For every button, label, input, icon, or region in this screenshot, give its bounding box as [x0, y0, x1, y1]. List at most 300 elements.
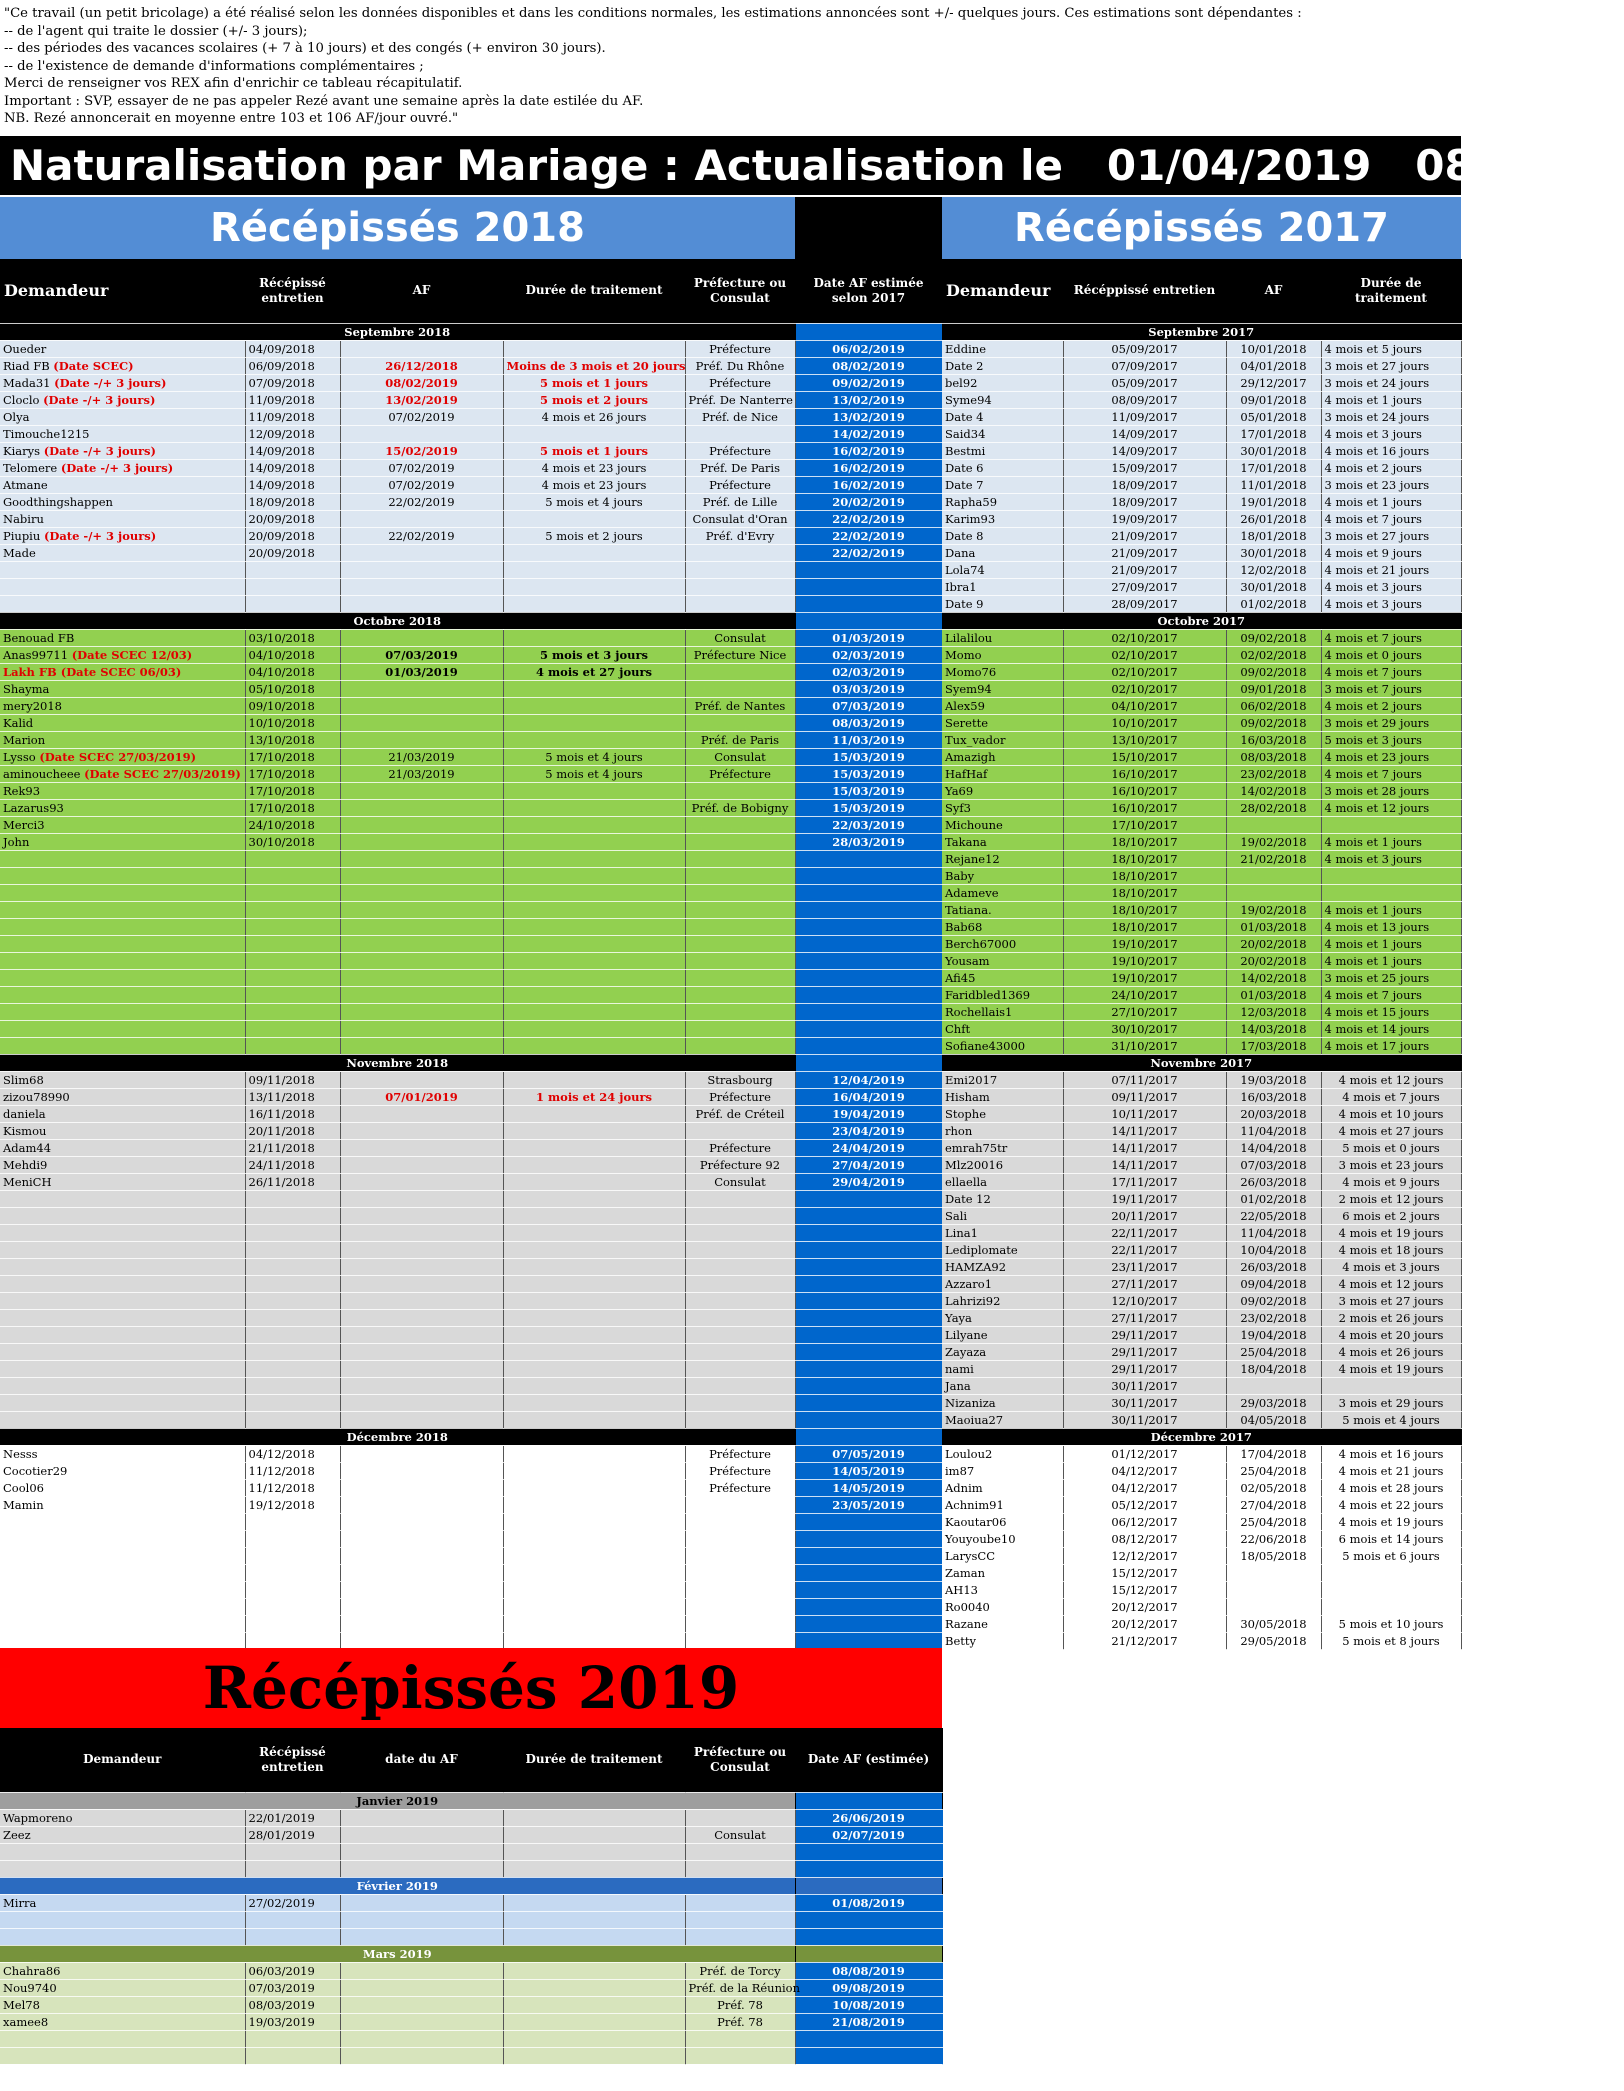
af-date — [1226, 1377, 1321, 1394]
prefecture — [685, 969, 795, 986]
table-row — [942, 425, 1461, 442]
estimated-af-date: 20/02/2019 — [795, 493, 942, 510]
duration — [1321, 884, 1461, 901]
duration — [503, 969, 685, 986]
name-cell — [0, 697, 245, 714]
name-cell — [0, 782, 245, 799]
applicant-name: Stophe — [942, 1105, 1063, 1122]
estimated-af-date — [795, 1020, 942, 1037]
prefecture: Préf. d'Evry — [685, 527, 795, 544]
estimated-af-date — [795, 1207, 942, 1224]
name-cell — [0, 1071, 245, 1088]
receipt-date: 31/10/2017 — [1063, 1037, 1226, 1054]
duration — [503, 2030, 685, 2047]
estimated-af-date — [795, 1360, 942, 1377]
applicant-name: Syem94 — [942, 680, 1063, 697]
af-date — [340, 1996, 503, 2013]
table-row — [942, 1241, 1461, 1258]
prefecture — [685, 1581, 795, 1598]
duration: 5 mois et 0 jours — [1321, 1139, 1461, 1156]
duration — [503, 629, 685, 646]
receipt-date: 17/10/2018 — [245, 799, 340, 816]
estimated-af-date: 23/04/2019 — [795, 1122, 942, 1139]
applicant-name — [0, 1911, 245, 1928]
table-row — [0, 1479, 942, 1496]
month-row — [0, 323, 942, 340]
af-date — [340, 1326, 503, 1343]
receipt-date: 14/09/2018 — [245, 442, 340, 459]
receipt-date: 07/03/2019 — [245, 1979, 340, 1996]
duration — [503, 1020, 685, 1037]
estimated-af-date: 15/03/2019 — [795, 782, 942, 799]
af-date: 19/02/2018 — [1226, 901, 1321, 918]
estimated-af-date — [795, 969, 942, 986]
applicant-name: Date 12 — [942, 1190, 1063, 1207]
receipt-date: 14/09/2017 — [1063, 425, 1226, 442]
prefecture — [685, 578, 795, 595]
estimated-af-date: 08/08/2019 — [795, 1962, 942, 1979]
estimated-af-date: 14/02/2019 — [795, 425, 942, 442]
applicant-name: Atmane — [3, 477, 48, 492]
receipt-date: 16/10/2017 — [1063, 782, 1226, 799]
af-date — [340, 833, 503, 850]
table-row — [942, 1598, 1461, 1615]
applicant-name: Cool06 — [3, 1480, 44, 1495]
name-cell — [0, 1275, 245, 1292]
table-row — [0, 544, 942, 561]
receipt-date — [245, 935, 340, 952]
column-header: Récépissé entretien — [245, 259, 340, 323]
duration — [503, 1156, 685, 1173]
af-date: 21/02/2018 — [1226, 850, 1321, 867]
receipt-date — [245, 1343, 340, 1360]
af-date — [340, 1496, 503, 1513]
applicant-name: Nou9740 — [0, 1979, 245, 1996]
table-row — [0, 1564, 942, 1581]
table-row — [942, 408, 1461, 425]
af-date — [340, 561, 503, 578]
estimated-af-date — [795, 1928, 942, 1945]
estimated-af-date: 09/02/2019 — [795, 374, 942, 391]
af-date: 14/02/2018 — [1226, 782, 1321, 799]
table-row — [942, 1071, 1461, 1088]
applicant-name: Adam44 — [3, 1140, 52, 1155]
name-cell — [0, 1496, 245, 1513]
duration: 4 mois et 1 jours — [1321, 935, 1461, 952]
receipt-date — [245, 1598, 340, 1615]
af-date: 21/03/2019 — [340, 765, 503, 782]
receipt-date: 28/01/2019 — [245, 1826, 340, 1843]
af-date — [340, 731, 503, 748]
duration — [503, 1564, 685, 1581]
name-cell — [0, 1156, 245, 1173]
table-row — [942, 918, 1461, 935]
receipt-date — [245, 918, 340, 935]
duration — [503, 2013, 685, 2030]
prefecture: Préf. De Paris — [685, 459, 795, 476]
receipt-date — [245, 1928, 340, 1945]
table-row — [942, 1292, 1461, 1309]
table-row — [0, 918, 942, 935]
estimated-af-date: 13/02/2019 — [795, 391, 942, 408]
estimated-af-date — [795, 1581, 942, 1598]
prefecture — [685, 1860, 795, 1877]
af-date — [340, 1911, 503, 1928]
duration: 3 mois et 27 jours — [1321, 527, 1461, 544]
duration: 4 mois et 3 jours — [1321, 850, 1461, 867]
estimated-af-date — [795, 1513, 942, 1530]
duration — [503, 1343, 685, 1360]
section-header-2018: Récépissés 2018 — [0, 197, 795, 259]
name-cell — [0, 1530, 245, 1547]
estimated-af-date — [795, 1275, 942, 1292]
table-row — [942, 1360, 1461, 1377]
prefecture — [685, 850, 795, 867]
af-date: 23/02/2018 — [1226, 765, 1321, 782]
estimated-af-date — [795, 850, 942, 867]
duration: 4 mois et 13 jours — [1321, 918, 1461, 935]
table-row — [0, 1894, 942, 1911]
af-date — [340, 2030, 503, 2047]
column-header: Demandeur — [0, 259, 245, 323]
duration — [503, 799, 685, 816]
duration: 4 mois et 3 jours — [1321, 578, 1461, 595]
duration — [503, 544, 685, 561]
applicant-name: Oueder — [3, 341, 47, 356]
prefecture — [685, 1207, 795, 1224]
applicant-name: nami — [942, 1360, 1063, 1377]
applicant-name: Yousam — [942, 952, 1063, 969]
prefecture — [685, 1632, 795, 1649]
month-row — [0, 612, 942, 629]
receipt-date: 14/11/2017 — [1063, 1122, 1226, 1139]
applicant-name: LarysCC — [942, 1547, 1063, 1564]
table-row — [942, 493, 1461, 510]
af-date: 29/03/2018 — [1226, 1394, 1321, 1411]
receipt-date: 11/12/2018 — [245, 1479, 340, 1496]
duration — [503, 1479, 685, 1496]
applicant-name: Faridbled1369 — [942, 986, 1063, 1003]
duration — [1321, 1377, 1461, 1394]
date-note: (Date SCEC 27/03/2019) — [39, 749, 197, 764]
receipt-date: 30/10/2018 — [245, 833, 340, 850]
estimated-af-date — [795, 884, 942, 901]
duration: 4 mois et 23 jours — [1321, 748, 1461, 765]
af-date: 07/03/2019 — [340, 646, 503, 663]
duration — [503, 1292, 685, 1309]
af-date — [340, 1564, 503, 1581]
table-row — [942, 544, 1461, 561]
af-date — [340, 1105, 503, 1122]
af-date — [340, 1826, 503, 1843]
applicant-name: Nesss — [3, 1446, 38, 1461]
receipt-date: 12/09/2018 — [245, 425, 340, 442]
duration: 4 mois et 1 jours — [1321, 391, 1461, 408]
estimated-af-date — [795, 1190, 942, 1207]
duration — [503, 1139, 685, 1156]
af-date: 08/03/2018 — [1226, 748, 1321, 765]
table-row — [942, 1326, 1461, 1343]
applicant-name: Said34 — [942, 425, 1063, 442]
prefecture — [685, 2047, 795, 2064]
af-date: 10/04/2018 — [1226, 1241, 1321, 1258]
name-cell — [0, 1241, 245, 1258]
name-cell — [0, 510, 245, 527]
receipt-date: 05/09/2017 — [1063, 374, 1226, 391]
applicant-name: John — [3, 834, 30, 849]
af-date — [340, 1894, 503, 1911]
af-date — [340, 629, 503, 646]
applicant-name: Momo76 — [942, 663, 1063, 680]
table-row — [942, 374, 1461, 391]
receipt-date: 11/09/2018 — [245, 408, 340, 425]
duration — [503, 1462, 685, 1479]
applicant-name — [0, 2030, 245, 2047]
name-cell — [0, 340, 245, 357]
table-row — [0, 1105, 942, 1122]
prefecture — [685, 816, 795, 833]
duration: 2 mois et 26 jours — [1321, 1309, 1461, 1326]
section-header-gap — [795, 197, 942, 259]
month-filler — [795, 1877, 942, 1894]
af-date: 14/02/2018 — [1226, 969, 1321, 986]
duration: 4 mois et 12 jours — [1321, 1071, 1461, 1088]
column-header: Durée de traitement — [503, 259, 685, 323]
applicant-name: Razane — [942, 1615, 1063, 1632]
table-row — [942, 1411, 1461, 1428]
af-date — [340, 578, 503, 595]
af-date — [340, 510, 503, 527]
duration — [503, 1122, 685, 1139]
receipt-date: 08/03/2019 — [245, 1996, 340, 2013]
applicant-name: HAMZA92 — [942, 1258, 1063, 1275]
duration: 3 mois et 29 jours — [1321, 714, 1461, 731]
af-date: 16/03/2018 — [1226, 1088, 1321, 1105]
name-cell — [0, 493, 245, 510]
duration — [503, 850, 685, 867]
receipt-date: 04/09/2018 — [245, 340, 340, 357]
month-label: Janvier 2019 — [0, 1792, 795, 1809]
estimated-af-date — [795, 1598, 942, 1615]
applicant-name: Dana — [942, 544, 1063, 561]
applicant-name: Lysso — [3, 749, 40, 764]
month-row — [0, 1428, 942, 1445]
duration — [503, 1979, 685, 1996]
af-date — [340, 1292, 503, 1309]
applicant-name: Lakh FB (Date SCEC 06/03) — [3, 664, 182, 679]
estimated-af-date: 22/02/2019 — [795, 510, 942, 527]
table-row — [942, 1377, 1461, 1394]
receipt-date: 18/10/2017 — [1063, 918, 1226, 935]
applicant-name: Timouche1215 — [3, 426, 90, 441]
estimated-af-date — [795, 901, 942, 918]
receipt-date: 20/11/2017 — [1063, 1207, 1226, 1224]
duration: 4 mois et 0 jours — [1321, 646, 1461, 663]
prefecture: Préfecture — [685, 374, 795, 391]
receipt-date: 14/11/2017 — [1063, 1139, 1226, 1156]
af-date: 17/04/2018 — [1226, 1445, 1321, 1462]
duration: 4 mois et 22 jours — [1321, 1496, 1461, 1513]
table-row — [0, 1581, 942, 1598]
prefecture — [685, 1513, 795, 1530]
name-cell — [0, 765, 245, 782]
receipt-date: 03/10/2018 — [245, 629, 340, 646]
prefecture — [685, 1224, 795, 1241]
applicant-name: Hisham — [942, 1088, 1063, 1105]
duration — [503, 1826, 685, 1843]
table-row — [0, 1598, 942, 1615]
receipt-date: 28/09/2017 — [1063, 595, 1226, 612]
table-row — [942, 340, 1461, 357]
table-row — [0, 1962, 942, 1979]
applicant-name: Rek93 — [3, 783, 41, 798]
duration — [503, 1003, 685, 1020]
name-cell — [0, 646, 245, 663]
applicant-name: Cocotier29 — [3, 1463, 68, 1478]
duration: 4 mois et 7 jours — [1321, 510, 1461, 527]
table-row — [0, 1394, 942, 1411]
date-note: (Date SCEC 27/03/2019) — [84, 766, 241, 781]
table-row — [942, 1530, 1461, 1547]
duration: 4 mois et 15 jours — [1321, 1003, 1461, 1020]
estimated-af-date — [795, 1394, 942, 1411]
duration: 4 mois et 7 jours — [1321, 765, 1461, 782]
duration — [503, 867, 685, 884]
receipt-date: 27/09/2017 — [1063, 578, 1226, 595]
table-row — [0, 1377, 942, 1394]
af-date: 09/02/2018 — [1226, 629, 1321, 646]
duration: 3 mois et 24 jours — [1321, 374, 1461, 391]
applicant-name: Date 7 — [942, 476, 1063, 493]
receipt-date: 09/10/2018 — [245, 697, 340, 714]
af-date: 19/03/2018 — [1226, 1071, 1321, 1088]
name-cell — [0, 952, 245, 969]
applicant-name: Piupiu — [3, 528, 44, 543]
receipt-date: 21/12/2017 — [1063, 1632, 1226, 1649]
prefecture: Préfecture — [685, 1139, 795, 1156]
estimated-af-date: 16/04/2019 — [795, 1088, 942, 1105]
af-date — [340, 935, 503, 952]
duration — [503, 1037, 685, 1054]
receipt-date: 19/10/2017 — [1063, 935, 1226, 952]
date-note: (Date -/+ 3 jours) — [43, 528, 157, 543]
receipt-date: 04/10/2018 — [245, 663, 340, 680]
receipt-date: 11/09/2018 — [245, 391, 340, 408]
table-row — [942, 1122, 1461, 1139]
receipt-date — [245, 1207, 340, 1224]
af-date: 12/03/2018 — [1226, 1003, 1321, 1020]
af-date: 20/03/2018 — [1226, 1105, 1321, 1122]
page-title: Naturalisation par Mariage : Actualisation le 01/04/2019 08:03:48 — [0, 136, 1461, 195]
table-row — [0, 1088, 942, 1105]
af-date — [340, 1360, 503, 1377]
duration — [503, 1962, 685, 1979]
prefecture: Préf. 78 — [685, 2013, 795, 2030]
note-line: -- des périodes des vacances scolaires (+ 7 à 10 jours) et des congés (+ environ 30 jours). — [4, 41, 606, 56]
table-row — [0, 1615, 942, 1632]
receipt-date: 30/11/2017 — [1063, 1377, 1226, 1394]
duration — [503, 425, 685, 442]
column-header: Demandeur — [942, 259, 1063, 323]
applicant-name: Takana — [942, 833, 1063, 850]
duration — [503, 952, 685, 969]
prefecture — [685, 595, 795, 612]
receipt-date: 21/09/2017 — [1063, 544, 1226, 561]
estimated-af-date — [795, 1292, 942, 1309]
af-date — [340, 1139, 503, 1156]
af-date: 29/12/2017 — [1226, 374, 1321, 391]
prefecture — [685, 1809, 795, 1826]
table-row — [942, 969, 1461, 986]
name-cell — [0, 799, 245, 816]
duration: 4 mois et 27 jours — [1321, 1122, 1461, 1139]
duration — [503, 935, 685, 952]
table-row — [0, 1911, 942, 1928]
table-row — [942, 578, 1461, 595]
duration — [503, 1843, 685, 1860]
name-cell — [0, 1309, 245, 1326]
estimated-af-date: 01/08/2019 — [795, 1894, 942, 1911]
date-note: (Date -/+ 3 jours) — [54, 375, 167, 390]
applicant-name: Maoiua27 — [942, 1411, 1063, 1428]
table-row — [942, 595, 1461, 612]
receipt-date: 26/11/2018 — [245, 1173, 340, 1190]
af-date: 02/05/2018 — [1226, 1479, 1321, 1496]
estimated-af-date — [795, 918, 942, 935]
table-row — [942, 799, 1461, 816]
af-date: 27/04/2018 — [1226, 1496, 1321, 1513]
name-cell — [0, 714, 245, 731]
prefecture — [685, 1003, 795, 1020]
af-date — [340, 1928, 503, 1945]
notes-block — [4, 5, 1444, 128]
duration: 4 mois et 1 jours — [1321, 952, 1461, 969]
name-cell — [0, 527, 245, 544]
af-date: 25/04/2018 — [1226, 1343, 1321, 1360]
table-row — [942, 1258, 1461, 1275]
applicant-name: Lahrizi92 — [942, 1292, 1063, 1309]
estimated-af-date — [795, 1326, 942, 1343]
duration — [503, 340, 685, 357]
prefecture — [685, 952, 795, 969]
estimated-af-date: 08/03/2019 — [795, 714, 942, 731]
table-row — [0, 1360, 942, 1377]
receipt-date — [245, 1326, 340, 1343]
applicant-name: Wapmoreno — [0, 1809, 245, 1826]
name-cell — [0, 1207, 245, 1224]
table-row — [942, 1224, 1461, 1241]
table-row — [942, 510, 1461, 527]
table-row — [0, 731, 942, 748]
af-date: 30/01/2018 — [1226, 442, 1321, 459]
prefecture — [685, 1360, 795, 1377]
name-cell — [0, 391, 245, 408]
estimated-af-date: 06/02/2019 — [795, 340, 942, 357]
receipt-date: 15/12/2017 — [1063, 1581, 1226, 1598]
month-filler — [795, 1945, 942, 1962]
af-date — [340, 714, 503, 731]
applicant-name: rhon — [942, 1122, 1063, 1139]
name-cell — [0, 476, 245, 493]
duration: 3 mois et 24 jours — [1321, 408, 1461, 425]
column-header: AF — [1226, 259, 1321, 323]
duration — [503, 714, 685, 731]
duration — [503, 1496, 685, 1513]
estimated-af-date: 22/02/2019 — [795, 544, 942, 561]
af-date — [340, 1547, 503, 1564]
receipt-date: 29/11/2017 — [1063, 1343, 1226, 1360]
name-cell — [0, 357, 245, 374]
